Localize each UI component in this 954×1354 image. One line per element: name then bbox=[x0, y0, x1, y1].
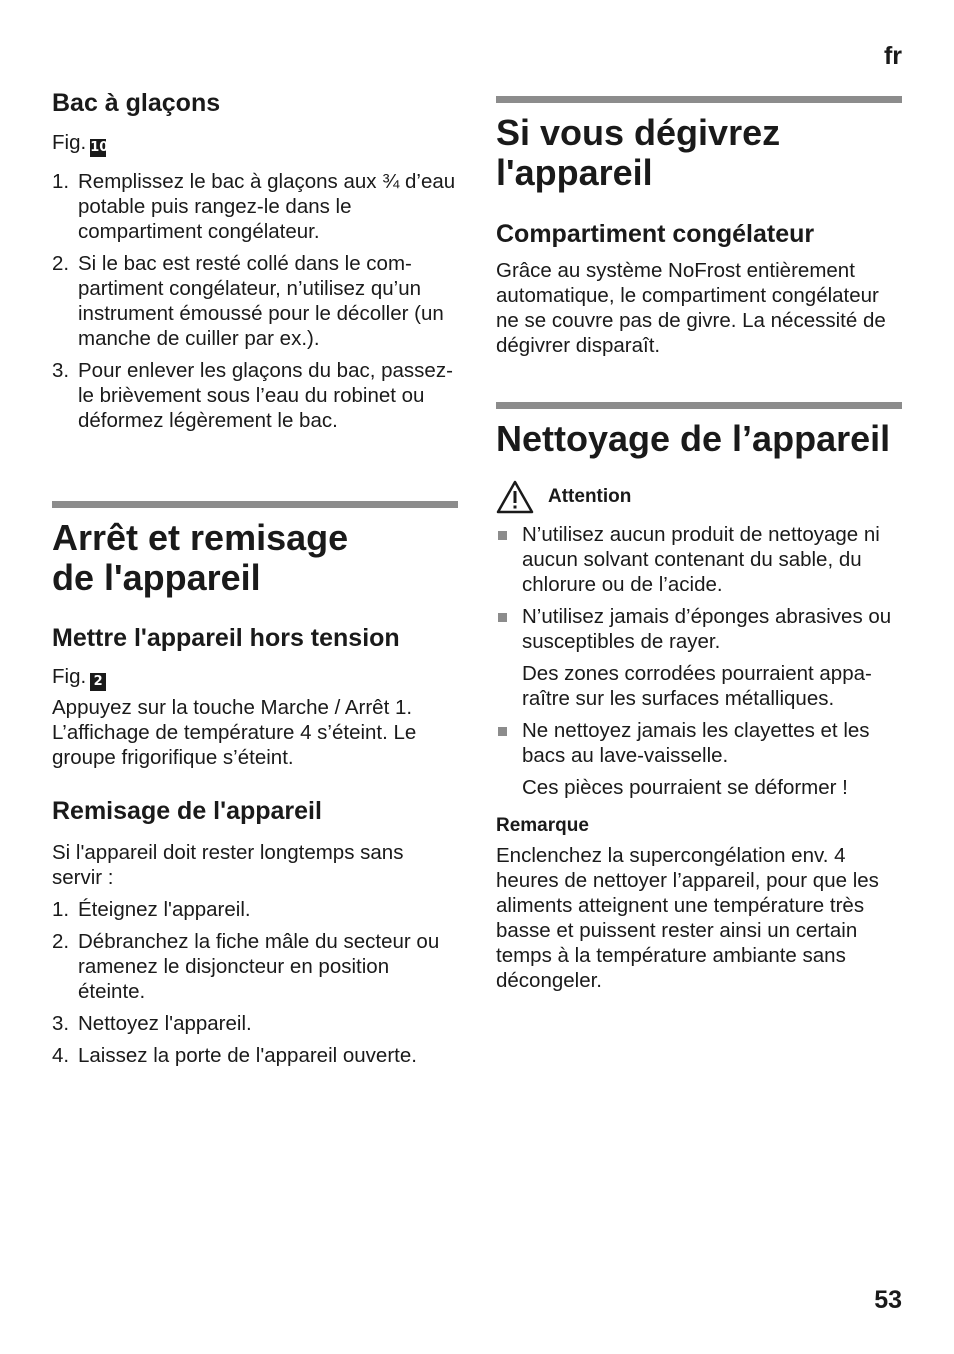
page-number: 53 bbox=[874, 1286, 902, 1314]
step-text: Nettoyez l'appareil. bbox=[78, 1012, 252, 1035]
list-item bbox=[52, 897, 458, 922]
list-item bbox=[52, 251, 458, 351]
attention-bullet-list bbox=[496, 522, 906, 800]
subsection-title-mettre: Mettre l'appareil hors tension bbox=[52, 624, 400, 652]
bullet-text: N’utilisez jamais d’éponges abrasives ou susceptibles de rayer. bbox=[522, 605, 892, 653]
title-line: de l'appareil bbox=[52, 557, 261, 598]
section-title-bac: Bac à glaçons bbox=[52, 89, 221, 117]
step-text: Remplissez le bac à glaçons aux ¾ d’eau potable puis rangez-le dans le compartiment congélateur. bbox=[78, 170, 456, 243]
step-text: Débranchez la fiche mâle du secteur ou ramenez le disjoncteur en position éteinte. bbox=[78, 930, 440, 1003]
fig-number-badge: 10 bbox=[90, 140, 109, 155]
section-rule bbox=[496, 402, 902, 409]
bullet-square-icon bbox=[498, 531, 507, 540]
step-number: 3. bbox=[52, 1012, 70, 1035]
list-item bbox=[52, 169, 458, 244]
step-number: 4. bbox=[52, 1044, 70, 1067]
list-item bbox=[52, 358, 458, 433]
list-item bbox=[52, 1011, 458, 1036]
fig-reference bbox=[52, 130, 109, 157]
warning-triangle-icon bbox=[496, 480, 534, 514]
bullet-text: N’utilisez aucun produit de nettoyage ni aucun solvant contenant du sable, du chlorure ou de l’acide. bbox=[522, 523, 880, 596]
section-rule bbox=[496, 96, 902, 103]
section-title-arret bbox=[52, 518, 462, 598]
bullet-square-icon bbox=[498, 727, 507, 736]
list-item bbox=[496, 522, 906, 597]
attention-label: Attention bbox=[548, 486, 632, 507]
bullet-text: Ne nettoyez jamais les clayettes et les bacs au lave-vaisselle. bbox=[522, 719, 870, 767]
subsection-title-remisage: Remisage de l'appareil bbox=[52, 797, 322, 825]
bullet-note bbox=[496, 661, 906, 711]
step-text: Éteignez l'appareil. bbox=[78, 898, 251, 921]
step-number: 3. bbox=[52, 359, 70, 382]
fig-reference bbox=[52, 664, 106, 691]
note-text: Ces pièces pourraient se déformer ! bbox=[522, 776, 848, 799]
subsection-title-compartiment: Compartiment congélateur bbox=[496, 220, 815, 248]
bullet-note bbox=[496, 775, 906, 800]
fig-label: Fig. bbox=[52, 131, 87, 154]
step-number: 2. bbox=[52, 252, 70, 275]
title-line: Arrêt et remisage bbox=[52, 517, 349, 558]
list-item bbox=[496, 718, 906, 768]
list-item bbox=[496, 604, 906, 654]
paragraph: Si l'appareil doit rester longtemps sans servir : bbox=[52, 841, 404, 889]
fig-number-badge: 2 bbox=[90, 673, 106, 691]
step-text: Si le bac est resté collé dans le com- partiment congélateur, n’utilisez qu’un instrument émoussé pour le décoller (un manche de cuiller par ex.). bbox=[78, 252, 444, 350]
list-item bbox=[52, 929, 458, 1004]
section-title-nettoyage: Nettoyage de l’appareil bbox=[496, 418, 891, 459]
section-rule bbox=[52, 501, 458, 508]
remarque-title: Remarque bbox=[496, 815, 589, 836]
step-text: Laissez la porte de l'appareil ouverte. bbox=[78, 1044, 417, 1067]
step-text: Pour enlever les glaçons du bac, passez-le brièvement sous l’eau du robinet ou déformez légèrement le bac. bbox=[78, 359, 453, 432]
note-text: Des zones corrodées pourraient appa- raître sur les surfaces métalliques. bbox=[522, 662, 872, 710]
paragraph: Appuyez sur la touche Marche / Arrêt 1. L’affichage de température 4 s’éteint. Le groupe frigorifique s’éteint. bbox=[52, 696, 417, 769]
paragraph: Grâce au système NoFrost entièrement automatique, le compartiment congélateur ne se couvre pas de givre. La nécessité de dégivrer disparaît. bbox=[496, 259, 886, 357]
bac-steps-list bbox=[52, 169, 458, 433]
language-tag: fr bbox=[883, 42, 902, 70]
title-line: Si vous dégivrez bbox=[496, 112, 781, 153]
paragraph: Enclenchez la supercongélation env. 4 heures de nettoyer l’appareil, pour que les aliments atteignent une température très basse et puissent rester ainsi un certain temps à la température ambiante sans décongeler. bbox=[496, 844, 879, 992]
attention-heading bbox=[496, 480, 631, 514]
section-title-degivrez bbox=[496, 113, 906, 193]
step-number: 1. bbox=[52, 898, 70, 921]
list-item bbox=[52, 1043, 458, 1068]
bullet-square-icon bbox=[498, 613, 507, 622]
remisage-steps-list bbox=[52, 897, 458, 1068]
step-number: 1. bbox=[52, 170, 70, 193]
title-line: l'appareil bbox=[496, 152, 653, 193]
fig-label: Fig. bbox=[52, 665, 87, 688]
step-number: 2. bbox=[52, 930, 70, 953]
